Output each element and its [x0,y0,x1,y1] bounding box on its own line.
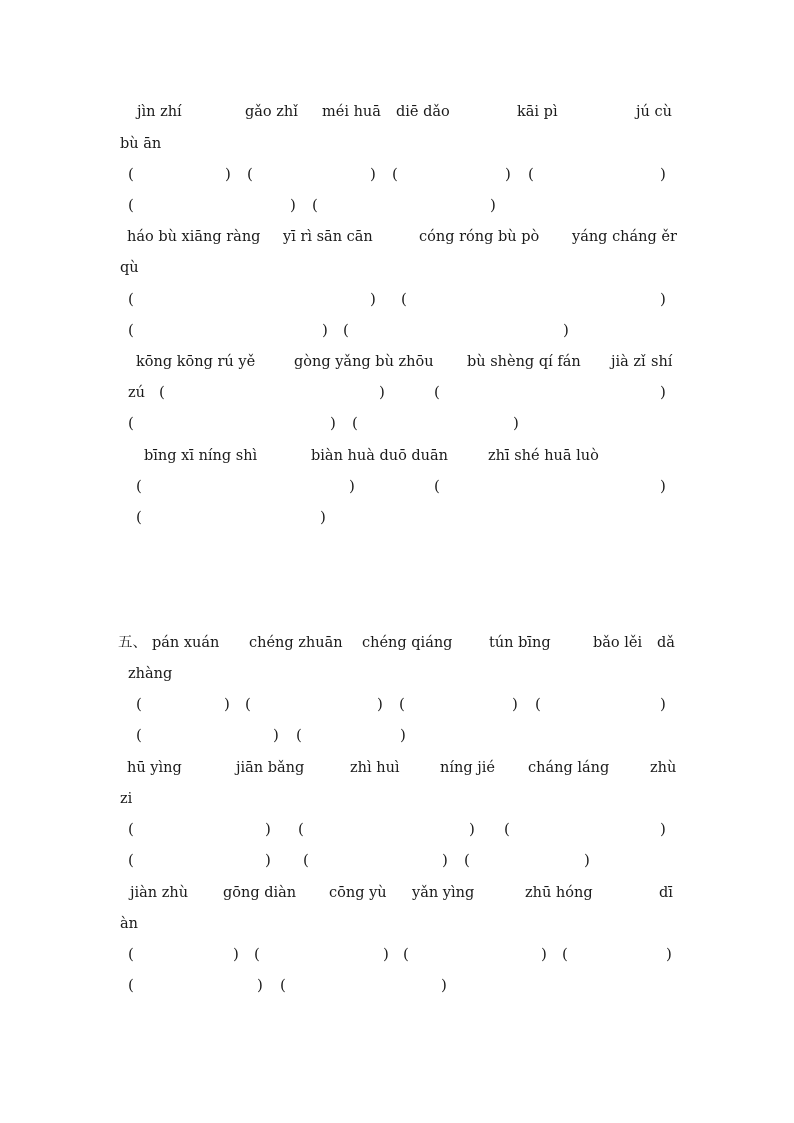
answer-blank-close: ) [442,851,448,869]
pinyin-word: dī [659,885,673,901]
pinyin-word: jiàn zhù [130,885,189,901]
answer-blank-close: ) [370,165,376,183]
answer-blank-close: ) [660,695,666,713]
answer-blank-close: ) [660,477,666,495]
answer-blank-open: ( [528,165,534,183]
pinyin-word: yī rì sān cān [283,229,373,245]
answer-blank-open: ( [464,851,470,869]
answer-blank-open: ( [128,321,134,339]
answer-blank-close: ) [225,165,231,183]
answer-blank-open: ( [247,165,253,183]
pinyin-word: biàn huà duō duān [311,448,449,464]
answer-blank-close: ) [660,290,666,308]
answer-blank-open: ( [136,477,142,495]
pinyin-word: zhì huì [350,760,400,776]
answer-blank-open: ( [136,726,142,744]
answer-blank-close: ) [349,477,355,495]
pinyin-word: tún bīng [489,635,551,651]
answer-blank-open: ( [312,196,318,214]
answer-blank-open: ( [254,945,260,963]
pinyin-word: zhī shé huā luò [488,448,599,464]
pinyin-word: diē dǎo [396,104,450,120]
answer-blank-open: ( [136,508,142,526]
answer-blank-close: ) [379,383,385,401]
answer-blank-open: ( [403,945,409,963]
answer-blank-close: ) [666,945,672,963]
pinyin-word: bǎo lěi [593,635,643,651]
answer-blank-close: ) [563,321,569,339]
answer-blank-close: ) [584,851,590,869]
pinyin-word: yáng cháng ěr [572,229,677,245]
pinyin-word: zhàng [128,666,173,682]
answer-blank-close: ) [513,414,519,432]
pinyin-word: kāi pì [517,104,558,120]
answer-blank-close: ) [660,383,666,401]
pinyin-word: cóng róng bù pò [419,229,540,245]
pinyin-word: zhū hóng [525,885,593,901]
answer-blank-close: ) [512,695,518,713]
pinyin-word: cōng yù [329,885,387,901]
pinyin-word: gǎo zhǐ [245,104,298,120]
pinyin-word: qù [120,260,139,276]
answer-blank-open: ( [280,976,286,994]
answer-blank-close: ) [233,945,239,963]
answer-blank-close: ) [330,414,336,432]
answer-blank-open: ( [303,851,309,869]
pinyin-word: hū yìng [127,760,182,776]
answer-blank-open: ( [128,820,134,838]
answer-blank-open: ( [399,695,405,713]
pinyin-word: méi huā [322,104,381,120]
answer-blank-close: ) [320,508,326,526]
pinyin-word: níng jié [440,760,495,776]
answer-blank-close: ) [400,726,406,744]
answer-blank-close: ) [273,726,279,744]
pinyin-word: cháng láng [528,760,610,776]
pinyin-word: zhù [650,760,677,776]
answer-blank-close: ) [660,165,666,183]
pinyin-word: gòng yǎng bù zhōu [294,354,434,370]
answer-blank-close: ) [257,976,263,994]
pinyin-word: chéng qiáng [362,635,453,651]
pinyin-word: àn [120,916,138,932]
answer-blank-open: ( [128,290,134,308]
answer-blank-open: ( [136,695,142,713]
answer-blank-close: ) [441,976,447,994]
answer-blank-close: ) [265,851,271,869]
pinyin-word: jìn zhí [137,104,182,120]
pinyin-word: jià zǐ [611,354,646,370]
answer-blank-open: ( [434,477,440,495]
pinyin-word: kōng kōng rú yě [136,354,256,370]
answer-blank-open: ( [296,726,302,744]
answer-blank-open: ( [298,820,304,838]
answer-blank-close: ) [377,695,383,713]
pinyin-word: chéng zhuān [249,635,343,651]
answer-blank-close: ) [505,165,511,183]
pinyin-word: pán xuán [152,635,220,651]
pinyin-word: háo bù xiāng ràng [127,229,261,245]
answer-blank-close: ) [290,196,296,214]
answer-blank-open: ( [128,976,134,994]
answer-blank-open: ( [128,414,134,432]
answer-blank-close: ) [322,321,328,339]
pinyin-word: zú [128,385,145,401]
section-marker: 五、 [118,635,147,651]
answer-blank-open: ( [128,945,134,963]
pinyin-word: jiān bǎng [236,760,305,776]
pinyin-word: bù shèng qí fán [467,354,581,370]
pinyin-word: zi [120,791,133,807]
pinyin-word: gōng diàn [223,885,297,901]
answer-blank-close: ) [490,196,496,214]
answer-blank-open: ( [128,196,134,214]
answer-blank-open: ( [159,383,165,401]
pinyin-word: bīng xī níng shì [144,448,258,464]
answer-blank-close: ) [660,820,666,838]
answer-blank-open: ( [504,820,510,838]
pinyin-word: bù ān [120,136,162,152]
answer-blank-close: ) [265,820,271,838]
answer-blank-open: ( [434,383,440,401]
answer-blank-close: ) [383,945,389,963]
answer-blank-close: ) [224,695,230,713]
answer-blank-close: ) [370,290,376,308]
answer-blank-close: ) [469,820,475,838]
answer-blank-open: ( [128,851,134,869]
answer-blank-open: ( [128,165,134,183]
answer-blank-open: ( [401,290,407,308]
answer-blank-close: ) [541,945,547,963]
answer-blank-open: ( [343,321,349,339]
answer-blank-open: ( [245,695,251,713]
answer-blank-open: ( [392,165,398,183]
answer-blank-open: ( [352,414,358,432]
pinyin-word: jú cù [636,104,672,120]
pinyin-word: dǎ [657,635,675,651]
pinyin-word: yǎn yìng [412,885,475,901]
answer-blank-open: ( [535,695,541,713]
answer-blank-open: ( [562,945,568,963]
pinyin-word: shí [651,354,673,370]
